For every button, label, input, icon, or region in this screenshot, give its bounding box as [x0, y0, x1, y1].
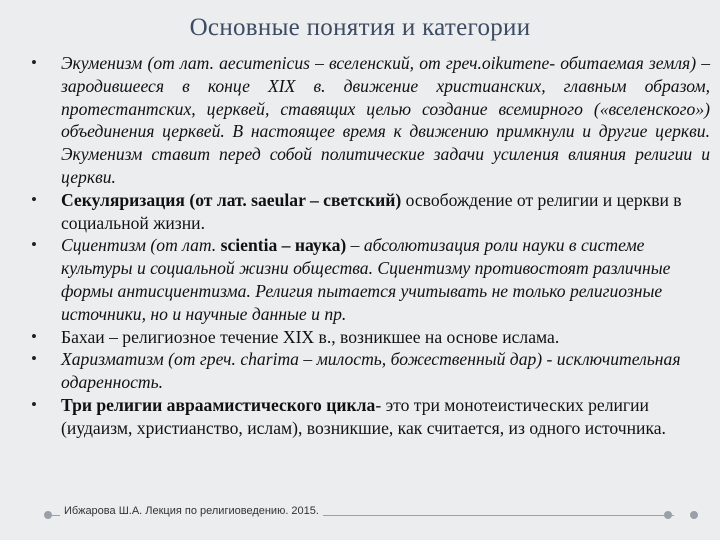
- bullet-icon: •: [31, 53, 37, 72]
- bullet-icon: •: [31, 394, 37, 414]
- item-text: - это три монотеистических религии (иудаизм, христианство, ислам), возникшие, как считается, из одного источника.: [61, 394, 666, 438]
- bullet-icon: •: [31, 326, 37, 346]
- item-term: Экуменизм: [61, 53, 143, 73]
- item-text: (от лат. aecumenicus – вселенский, от греч.oikumene- обитаемая земля) – зародившееся в конце XIX в. движение христианских, главным образом, протестантских, церквей, ставящих целью создание всемирного («вселенского») объединения церквей. В настоящее время к движению примкнули и другие церкви. Экуменизм ставит перед собой политические задачи усиления влияния религии и церкви.: [61, 53, 710, 187]
- item-term: Сциентизм: [61, 235, 147, 256]
- footer-dot-icon: [664, 511, 672, 519]
- footer-dot-icon: [690, 511, 698, 519]
- footer-dot-icon: [44, 511, 52, 519]
- bullet-icon: •: [31, 349, 37, 369]
- bullet-icon: •: [31, 189, 37, 209]
- list-item-bahai: [30, 326, 710, 349]
- list-item-scientism: [30, 234, 710, 325]
- list-item-secularization: [30, 189, 710, 235]
- item-etymology-prefix: (от лат.: [146, 235, 221, 256]
- list-item-ecumenism: [30, 52, 710, 189]
- item-etymology: scientia – наука): [220, 235, 347, 256]
- item-text: Бахаи – религиозное течение XIX в., возникшее на основе ислама.: [61, 326, 560, 347]
- item-text: – абсолютизация роли науки в системе культуры и социальной жизни общества. Сциентизму противостоят различные формы антисциентизма. Религия пытается учитывать не только религиозные источники, но и научные данные и пр.: [61, 235, 671, 324]
- item-etymology: (от лат. saeular – светский): [189, 189, 402, 210]
- list-item-charismatism: [30, 348, 710, 394]
- item-term: Три религии авраамистического цикла: [61, 394, 376, 415]
- list-item-abrahamic-religions: [30, 394, 710, 440]
- footer-caption: Ибжарова Ш.А. Лекция по религиоведению. 2015.: [60, 505, 323, 517]
- item-text: Харизматизм (от греч. charima – милость, божественный дар) - исключительная одаренность.: [61, 349, 681, 393]
- concepts-list: [30, 52, 710, 440]
- bullet-icon: •: [31, 235, 37, 255]
- slide-title: Основные понятия и категории: [189, 14, 531, 41]
- item-text: освобождение от религии и церкви в социальной жизни.: [61, 189, 682, 233]
- item-term: Секуляризация: [61, 189, 185, 210]
